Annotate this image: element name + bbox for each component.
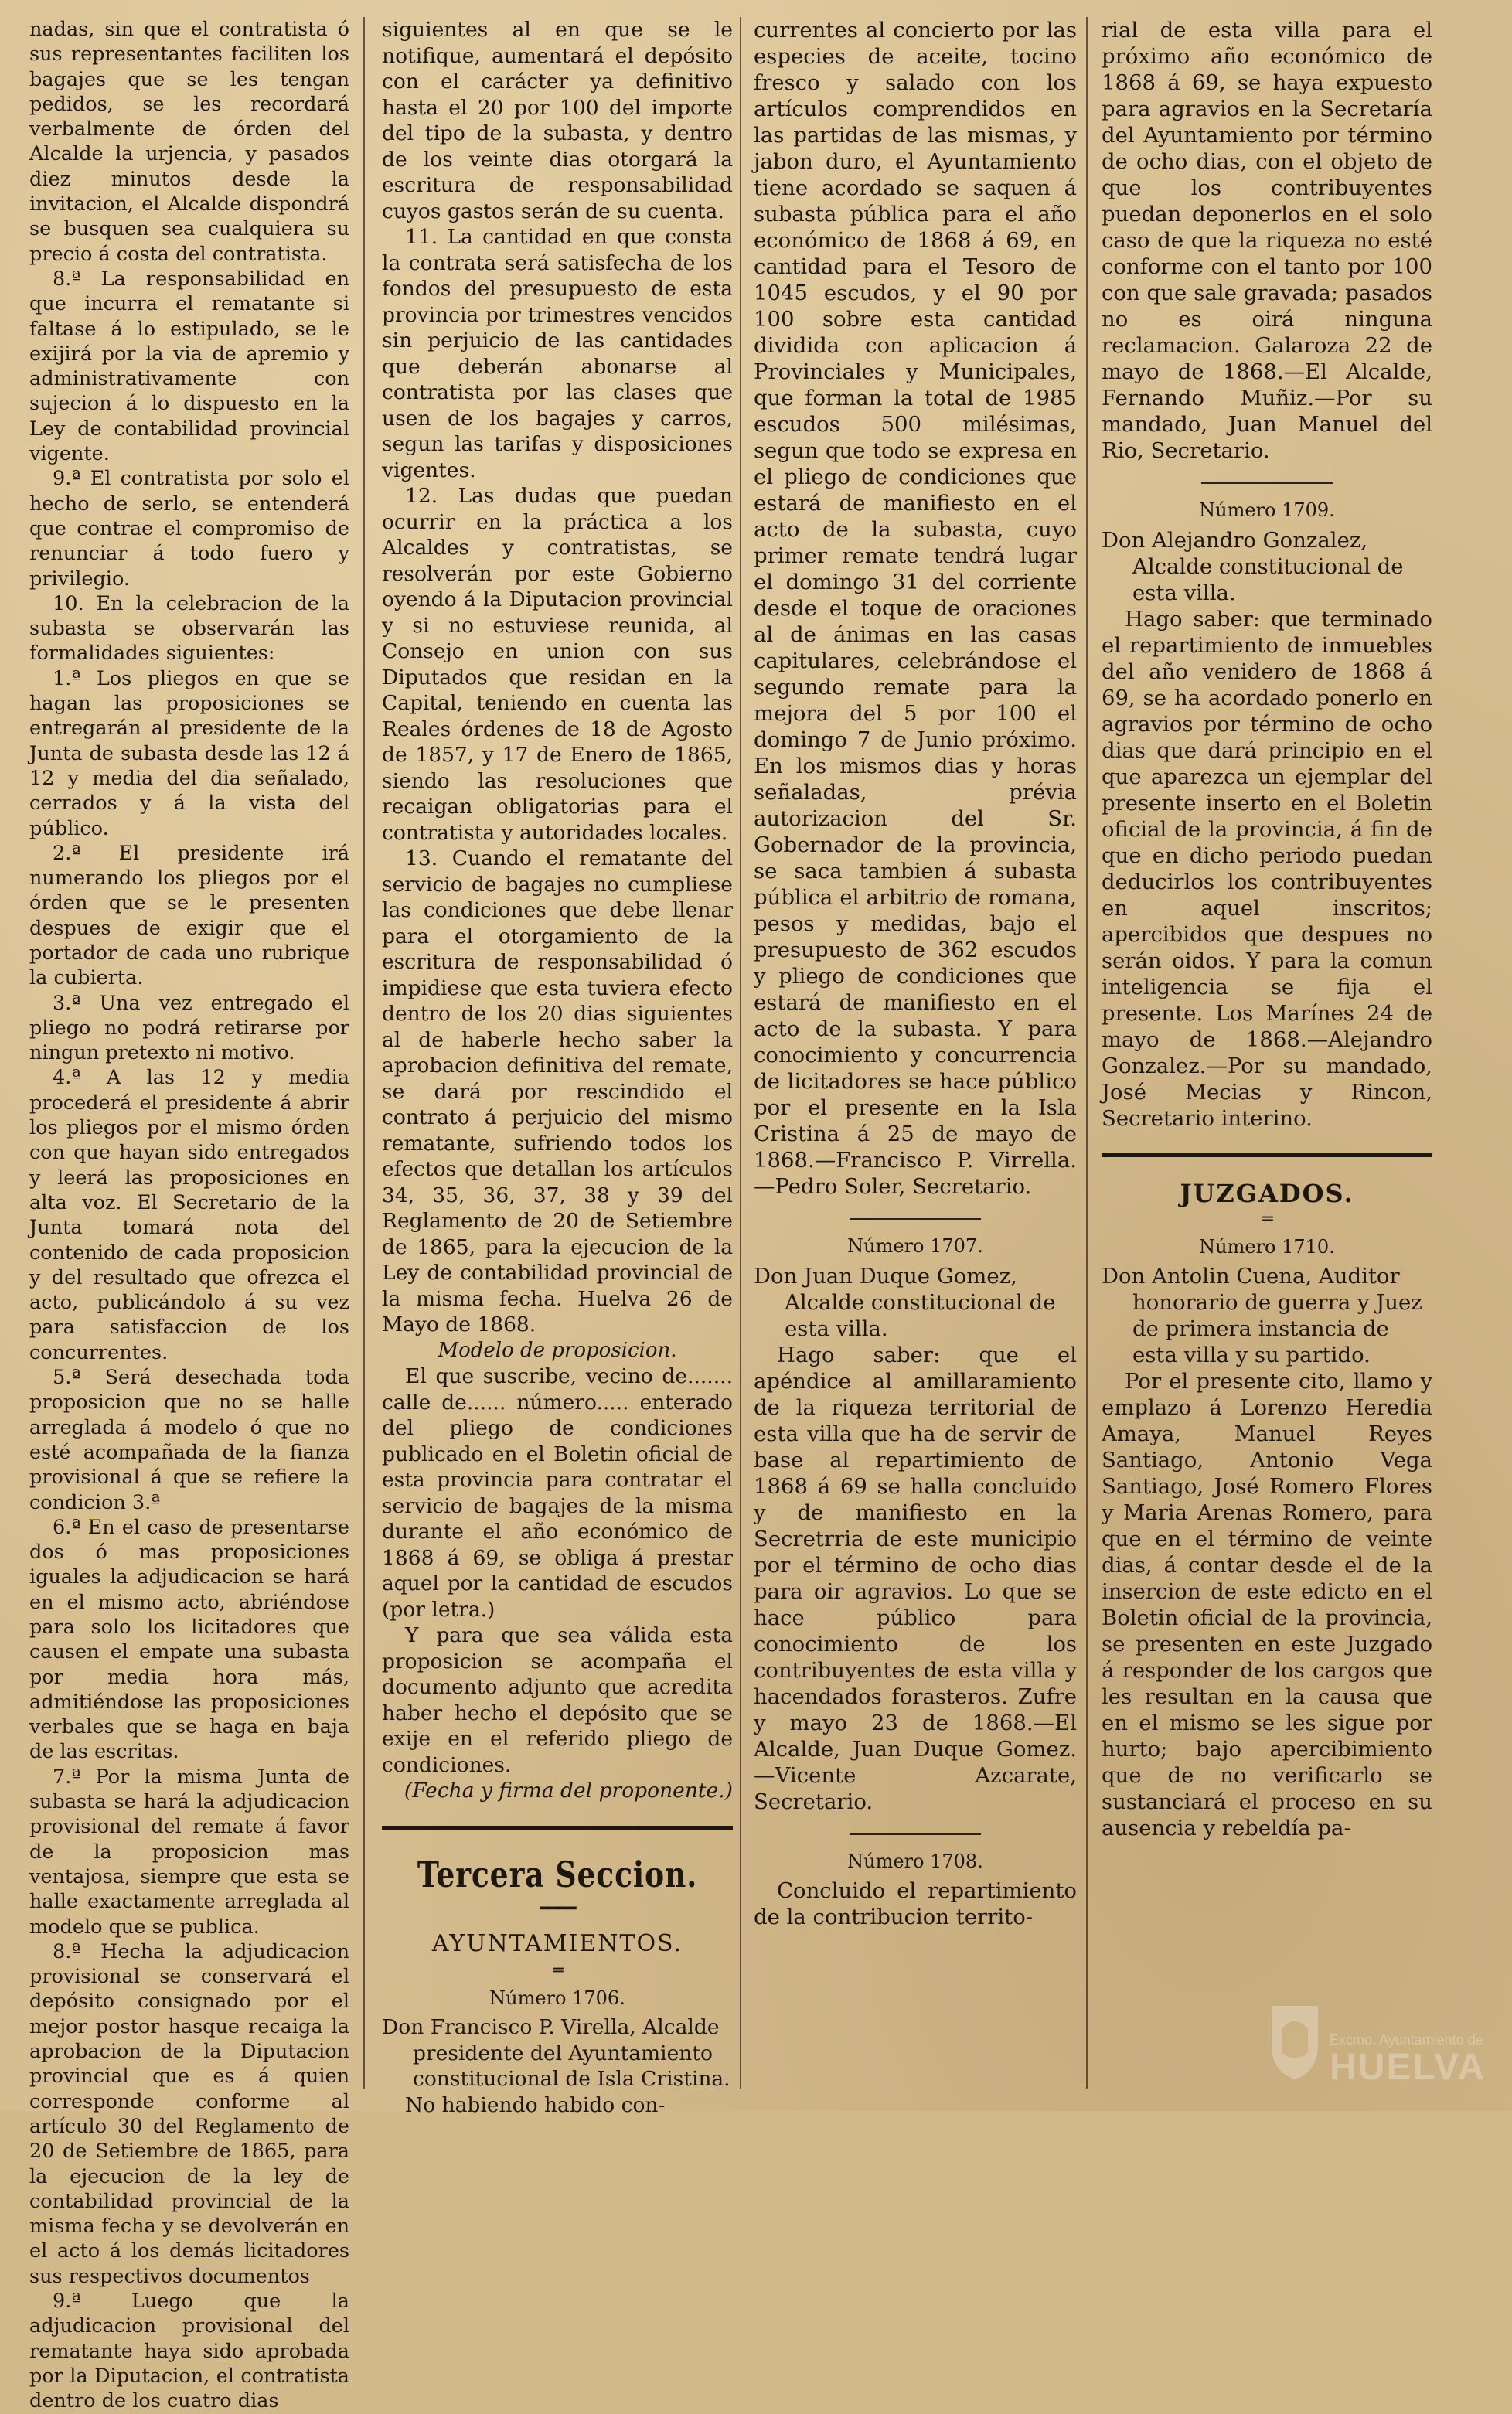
paragraph: 6.ª En el caso de presentarse dos ó mas proposiciones iguales la adjudicacion se hará en el mismo acto, abriéndose para solo los licitadores que causen el empate una subasta por media hora más, admitiéndose las proposiciones verbales que se haga en baja de las escritas.: [29, 1515, 349, 1764]
notice-heading: Don Antolin Cuena, Auditor honorario de guerra y Juez de primera instancia de esta villa y su partido.: [1102, 1264, 1422, 1367]
section-subtitle: JUZGADOS.: [1180, 1178, 1354, 1208]
column-2: [382, 17, 733, 2117]
section-title: Tercera Seccion.: [417, 1853, 698, 1895]
notice-number: Número 1706.: [489, 1987, 625, 2009]
paragraph: 11. La cantidad en que consta la contrata será satisfecha de los fondos del presupuesto de esta provincia por trimestres vencidos sin perjuicio de las cantidades que deberán abonarse al contratista por las clases que usen de los bagajes y carros, segun las tarifas y disposiciones vigentes.: [382, 225, 733, 482]
watermark-title: HUELVA: [1330, 2047, 1486, 2088]
ornament: ━━━━: [540, 1898, 575, 1919]
paragraph: Concluido el repartimiento de la contribucion territo-: [754, 1878, 1077, 1929]
paragraph: Por el presente cito, llamo y emplazo á Lorenzo Heredia Amaya, Manuel Reyes Santiago, Antonio Vega Santiago, José Romero Flores y Maria Arenas Romero, para que en el término de veinte dias, á contar desde el de la insercion de este edicto en el Boletin oficial de la provincia, se presenten en este Juzgado á responder de los cargos que les resultan en la causa que en el mismo se les sigue por hurto; bajo apercibimiento que de no verificarlo se sustanciará el proceso en su ausencia y rebeldía pa-: [1102, 1369, 1432, 1840]
column-1: [29, 17, 349, 2413]
ornament: ═: [1262, 1209, 1272, 1229]
notice-number: Número 1710.: [1199, 1235, 1335, 1258]
model-title: Modelo de proposicion.: [438, 1338, 677, 1362]
column-3: [754, 17, 1077, 2096]
watermark-caption: Excmo. Ayuntamiento de: [1330, 2032, 1483, 2048]
notice-heading: Don Juan Duque Gomez, Alcalde constitucional de esta villa.: [754, 1263, 1056, 1341]
section-divider: [382, 1826, 733, 1830]
section-subtitle: AYUNTAMIENTOS.: [431, 1929, 683, 1957]
paragraph: currentes al concierto por las especies de aceite, tocino fresco y salado con los artículos comprendidos en las partidas de las mismas, y jabon duro, el Ayuntamiento tiene acordado se saquen á subasta pública para el año económico de 1868 á 69, en cantidad para el Tesoro de 1045 escudos, y el 90 por 100 sobre esta cantidad dividida con aplicacion á Provinciales y Municipales, que forman la total de 1985 escudos 500 milésimas, segun que todo se expresa en el pliego de condiciones que estará de manifiesto en el acto de la subasta, cuyo primer remate tendrá lugar el domingo 31 del corriente desde el toque de oraciones al de ánimas en las casas capitulares, celebrándose el segundo remate para la mejora del 5 por 100 el domingo 7 de Junio próximo. En los mismos dias y horas señaladas, prévia autorizacion del Sr. Gobernador de la provincia, se saca tambien á subasta pública el arbitrio de romana, pesos y medidas, bajo el presupuesto de 362 escudos y pliego de condiciones que estará de manifiesto en el acto de la subasta. Y para conocimiento y concurrencia de licitadores se hace público por el presente en la Isla Cristina á 25 de mayo de 1868.—Francisco P. Virrella.—Pedro Soler, Secretario.: [754, 18, 1077, 1199]
paragraph: 8.ª La responsabilidad en que incurra el rematante si faltase á lo estipulado, se le exijirá por la via de apremio y administrativamente con sujecion á lo dispuesto en la Ley de contabilidad provincial vigente.: [29, 267, 349, 466]
notice-number: Número 1707.: [847, 1235, 983, 1257]
paragraph: 3.ª Una vez entregado el pliego no podrá retirarse por ningun pretexto ni motivo.: [29, 991, 349, 1065]
paragraph: El que suscribe, vecino de....... calle de...... número..... enterado del pliego de condiciones publicado en el Boletin oficial de esta provincia para contratar el servicio de bagajes de la misma durante el año económico de 1868 á 69, se obliga á prestar aquel por la cantidad de escudos (por letra.): [382, 1364, 733, 1622]
paragraph: nadas, sin que el contratista ó sus representantes faciliten los bagajes que se les tengan pedidos, se les recordará verbalmente de órden del Alcalde la urjencia, y pasados diez minutos desde la invitacion, el Alcalde dispondrá se busquen sea cualquiera su precio á costa del contratista.: [29, 18, 349, 266]
divider: [850, 1833, 981, 1835]
paragraph: No habiendo habido con-: [405, 2092, 666, 2117]
paragraph: 8.ª Hecha la adjudicacion provisional se conservará el depósito consignado por el mejor postor hasque recaiga la aprobacion de la Diputacion provincial que es á quien corresponde conforme al artículo 30 del Reglamento de 20 de Setiembre de 1865, para la ejecucion de la ley de contabilidad provincial de la misma fecha y se devolverán en el acto á los demás licitadores sus respectivos documentos: [29, 1939, 349, 2288]
paragraph: 2.ª El presidente irá numerando los pliegos por el órden que se le presenten despues de exigir que el portador de cada uno rubrique la cubierta.: [29, 841, 349, 990]
paragraph: Y para que sea válida esta proposicion se acompaña el documento adjunto que acredita haber hecho el depósito que se exije en el referido pliego de condiciones.: [382, 1623, 733, 1777]
paragraph: Hago saber: que terminado el repartimiento de inmuebles del año venidero de 1868 á 69, se ha acordado ponerlo en agravios por término de ocho dias que dará principio en el que aparezca un ejemplar del presente inserto en el Boletin oficial de la provincia, á fin de que en dicho periodo puedan deducirlos los contribuyentes en aquel inscritos; apercibidos que despues no serán oidos. Y para la comun inteligencia se fija el presente. Los Marínes 24 de mayo de 1868.—Alejandro Gonzalez.—Por su mandado, José Mecias y Rincon, Secretario interino.: [1102, 606, 1432, 1131]
paragraph: siguientes al en que se le notifique, aumentará el depósito con el carácter ya definitivo hasta el 20 por 100 del importe del tipo de la subasta, y dentro de los veinte dias otorgará la escritura de responsabilidad cuyos gastos serán de su cuenta.: [382, 18, 733, 223]
paragraph: 9.ª Luego que la adjudicacion provisional del rematante haya sido aprobada por la Diputacion, el contratista dentro de los cuatro dias: [29, 2290, 349, 2413]
paragraph: 13. Cuando el rematante del servicio de bagajes no cumpliese las condiciones que debe llenar para el otorgamiento de la escritura de responsabilidad ó impidiese que esta tuviera efecto dentro de los 20 dias siguientes al de haberle hecho saber la aprobacion definitiva del remate, se dará por rescindido el contrato á perjuicio del mismo rematante, sufriendo todos los efectos que detallan los artículos 34, 35, 36, 37, 38 y 39 del Reglamento de 20 de Setiembre de 1865, para la ejecucion de la Ley de contabilidad provincial de la misma fecha. Huelva 26 de Mayo de 1868.: [382, 846, 733, 1336]
paragraph: rial de esta villa para el próximo año económico de 1868 á 69, se haya expuesto para agravios en la Secretaría del Ayuntamiento por término de ocho dias, con el objeto de que los contribuyentes puedan deponerlos en el solo caso de que la riqueza no esté conforme con el tanto por 100 con que sale gravada; pasados no es oirá ninguna reclamacion. Galaroza 22 de mayo de 1868.—El Alcalde, Fernando Muñiz.—Por su mandado, Juan Manuel del Rio, Secretario.: [1102, 18, 1432, 463]
section-divider: [1102, 1153, 1432, 1157]
notice-number: Número 1709.: [1199, 499, 1335, 521]
paragraph: 7.ª Por la misma Junta de subasta se hará la adjudicacion provisional del remate á favor de la proposicion mas ventajosa, siempre que esta se halle exactamente arreglada al modelo que se publica.: [29, 1765, 349, 1939]
column-rule: [1086, 17, 1088, 2089]
column-rule: [363, 17, 365, 2089]
divider: [850, 1218, 981, 1220]
divider: [1201, 482, 1333, 484]
paragraph: 5.ª Será desechada toda proposicion que no se halle arreglada á modelo ó que no esté acompañada de la fianza provisional á que se refiere la condicion 3.ª: [29, 1366, 349, 1514]
paragraph: 1.ª Los pliegos en que se hagan las proposiciones se entregarán al presidente de la Junta de subasta desde las 12 á 12 y media del dia señalado, cerrados y á la vista del público.: [29, 666, 349, 840]
paragraph: 10. En la celebracion de la subasta se observarán las formalidades siguientes:: [29, 591, 349, 666]
notice-heading: Don Alejandro Gonzalez, Alcalde constitucional de esta villa.: [1102, 527, 1404, 605]
paragraph: 9.ª El contratista por solo el hecho de serlo, se entenderá que contrae el compromiso de renunciar á todo fuero y privilegio.: [29, 467, 349, 591]
ornament: ═: [553, 1960, 562, 1980]
column-rule: [740, 17, 741, 2089]
paragraph: Hago saber: que el apéndice al amillaramiento de la riqueza territorial de esta villa que ha de servir de base al repartimiento de 1868 á 69 se halla concluido y de manifiesto en la Secretrria de este municipio por el término de ocho dias para oir agravios. Lo que se hace público para conocimiento de los contribuyentes de esta villa y hacendados forasteros. Zufre y mayo 23 de 1868.—El Alcalde, Juan Duque Gomez.—Vicente Azcarate, Secretario.: [754, 1342, 1077, 1814]
paragraph: 12. Las dudas que puedan ocurrir en la práctica a los Alcaldes y contratistas, se resolverán por este Gobierno oyendo á la Diputacion provincial y si no estuviese reunida, al Consejo en union con sus Diputados que residan en la Capital, teniendo en cuenta las Reales órdenes de 18 de Agosto de 1857, y 17 de Enero de 1865, siendo las resoluciones que recaigan obligatorias para el contratista y autoridades locales.: [382, 484, 733, 845]
notice-number: Número 1708.: [847, 1850, 983, 1872]
column-4: [1102, 17, 1432, 2096]
notice-heading: Don Francisco P. Virella, Alcalde presidente del Ayuntamiento constitucional de Isla Cristina.: [382, 2015, 730, 2091]
signature-note: (Fecha y firma del proponente.): [404, 1779, 733, 1803]
paragraph: 4.ª A las 12 y media procederá el presidente á abrir los pliegos por el mismo órden con que hayan sido entregados y leerá las proposiciones en alta voz. El Secretario de la Junta tomará nota del contenido de cada proposicion y del resultado que ofrezca el acto, publicándolo á su vez para satisfaccion de los concurrentes.: [29, 1066, 349, 1364]
